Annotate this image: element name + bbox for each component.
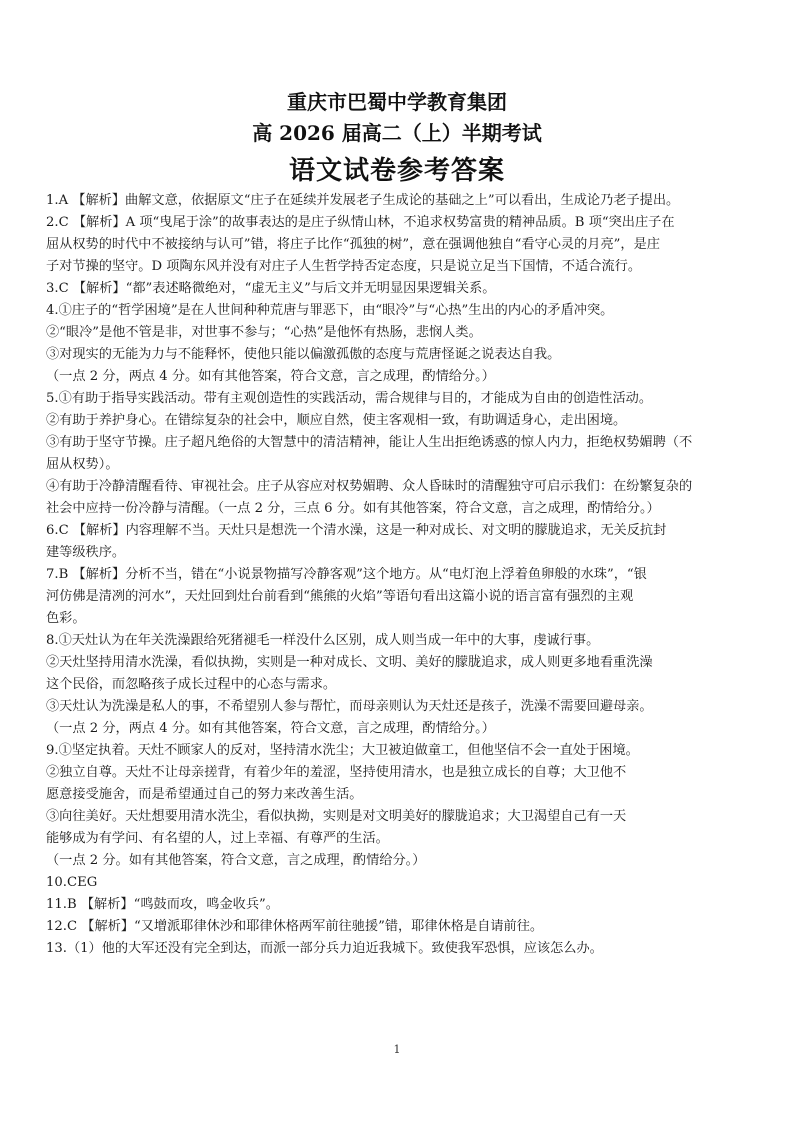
text-line: 色彩。 xyxy=(46,611,86,626)
text-line: ③对现实的无能为力与不能释怀，使他只能以偏激孤傲的态度与荒唐怪诞之说表达自我。 xyxy=(46,347,561,362)
text-line: 河仿佛是清冽的河水”，天灶回到灶台前看到“熊熊的火焰”等语句看出这篇小说的语言富有强烈的主观 xyxy=(46,589,634,604)
text-line: ②“眼冷”是他不管是非，对世事不参与；“心热”是他怀有热肠，悲悯人类。 xyxy=(46,325,482,340)
text-line: ③有助于坚守节操。庄子超凡绝俗的大智慧中的清洁精神，能让人生出拒绝诱惑的惊人内力，拒绝权势媚聘（不 xyxy=(46,435,693,450)
text-line: 6.C 【解析】内容理解不当。天灶只是想洗一个清水澡，这是一种对成长、对文明的朦胧追求，无关反抗封 xyxy=(46,523,667,538)
text-line: （一点 2 分，两点 4 分。如有其他答案，符合文意，言之成理，酌情给分。） xyxy=(46,721,495,736)
exam-title: 高 2026 届高二（上）半期考试 xyxy=(252,121,542,145)
text-line: ③向往美好。天灶想要用清水洗尘，看似执拗，实则是对文明美好的朦胧追求；大卫渴望自己有一天 xyxy=(46,809,627,824)
text-line: 11.B 【解析】“鸣鼓而攻，鸣金收兵”。 xyxy=(46,897,279,912)
answer-body xyxy=(46,190,746,960)
text-line: ②有助于养护身心。在错综复杂的社会中，顺应自然，使主客观相一致，有助调适身心，走出困境。 xyxy=(46,413,627,428)
text-line: ②天灶坚持用清水洗澡，看似执拗，实则是一种对成长、文明、美好的朦胧追求，成人则更多地看重洗澡 xyxy=(46,655,653,670)
text-line: 这个民俗，而忽略孩子成长过程中的心态与需求。 xyxy=(46,677,337,692)
text-line: 建等级秩序。 xyxy=(46,545,126,560)
text-line: ③天灶认为洗澡是私人的事，不希望别人参与帮忙，而母亲则认为天灶还是孩子，洗澡不需要回避母亲。 xyxy=(46,699,653,714)
text-line: 屈从权势的时代中不被接纳与认可”错，将庄子比作“孤独的树”，意在强调他独自“看守心灵的月亮”，是庄 xyxy=(46,237,660,252)
text-line: 1.A 【解析】曲解文意，依据原文“庄子在延续并发展老子生成论的基础之上”可以看出，生成论乃老子提出。 xyxy=(46,193,680,208)
text-line: （一点 2 分，两点 4 分。如有其他答案，符合文意，言之成理，酌情给分。） xyxy=(46,369,495,384)
text-line: 4.①庄子的“哲学困境”是在人世间种种荒唐与罪恶下，由“眼冷”与“心热”生出的内心的矛盾冲突。 xyxy=(46,303,614,318)
page-number: 1 xyxy=(393,1043,401,1056)
text-line: ④有助于冷静清醒看待、审视社会。庄子从容应对权势媚聘、众人昏昧时的清醒独守可启示我们：在纷繁复杂的 xyxy=(46,479,693,494)
text-line: 12.C 【解析】“又增派耶律休沙和耶律休格两军前往驰援”错，耶律休格是自请前往。 xyxy=(46,919,544,934)
text-line: 7.B 【解析】分析不当，错在“小说景物描写冷静客观”这个地方。从“电灯泡上浮着鱼卵般的水珠”，“银 xyxy=(46,567,647,582)
text-line: 2.C 【解析】A 项“曳尾于涂”的故事表达的是庄子纵情山林，不追求权势富贵的精神品质。B 项“突出庄子在 xyxy=(46,215,675,230)
text-line: 9.①坚定执着。天灶不顾家人的反对，坚持清水洗尘；大卫被迫做童工，但他坚信不会一直处于困境。 xyxy=(46,743,639,758)
text-line: 屈从权势）。 xyxy=(46,457,119,472)
text-line: 5.①有助于指导实践活动。带有主观创造性的实践活动，需合规律与目的，才能成为自由的创造性活动。 xyxy=(46,391,653,406)
text-line: 子对节操的坚守。D 项陶东风并没有对庄子人生哲学持否定态度，只是说立足当下国情，不适合流行。 xyxy=(46,259,642,274)
text-line: ②独立自尊。天灶不让母亲搓背，有着少年的羞涩，坚持使用清水，也是独立成长的自尊；大卫他不 xyxy=(46,765,627,780)
text-line: 社会中应持一份冷静与清醒。（一点 2 分，三点 6 分。如有其他答案，符合文意，言之成理，酌情给分。） xyxy=(46,501,660,516)
text-line: 8.①天灶认为在年关洗澡跟给死猪褪毛一样没什么区别，成人则当成一年中的大事，虔诚行事。 xyxy=(46,633,600,648)
text-line: 能够成为有学问、有名望的人，过上幸福、有尊严的生活。 xyxy=(46,831,389,846)
text-line: 3.C 【解析】“都”表述略微绝对，“虚无主义”与后文并无明显因果逻辑关系。 xyxy=(46,281,496,296)
text-line: （一点 2 分。如有其他答案，符合文意，言之成理，酌情给分。） xyxy=(46,853,426,868)
text-line: 10.CEG xyxy=(46,875,98,890)
school-name: 重庆市巴蜀中学教育集团 xyxy=(287,90,507,114)
text-line: 愿意接受施舍，而是希望通过自己的努力来改善生活。 xyxy=(46,787,363,802)
document-title: 语文试卷参考答案 xyxy=(288,156,505,186)
text-line: 13.（1）他的大军还没有完全到达，而派一部分兵力迫近我城下。致使我军恐惧，应该怎么办。 xyxy=(46,941,603,956)
